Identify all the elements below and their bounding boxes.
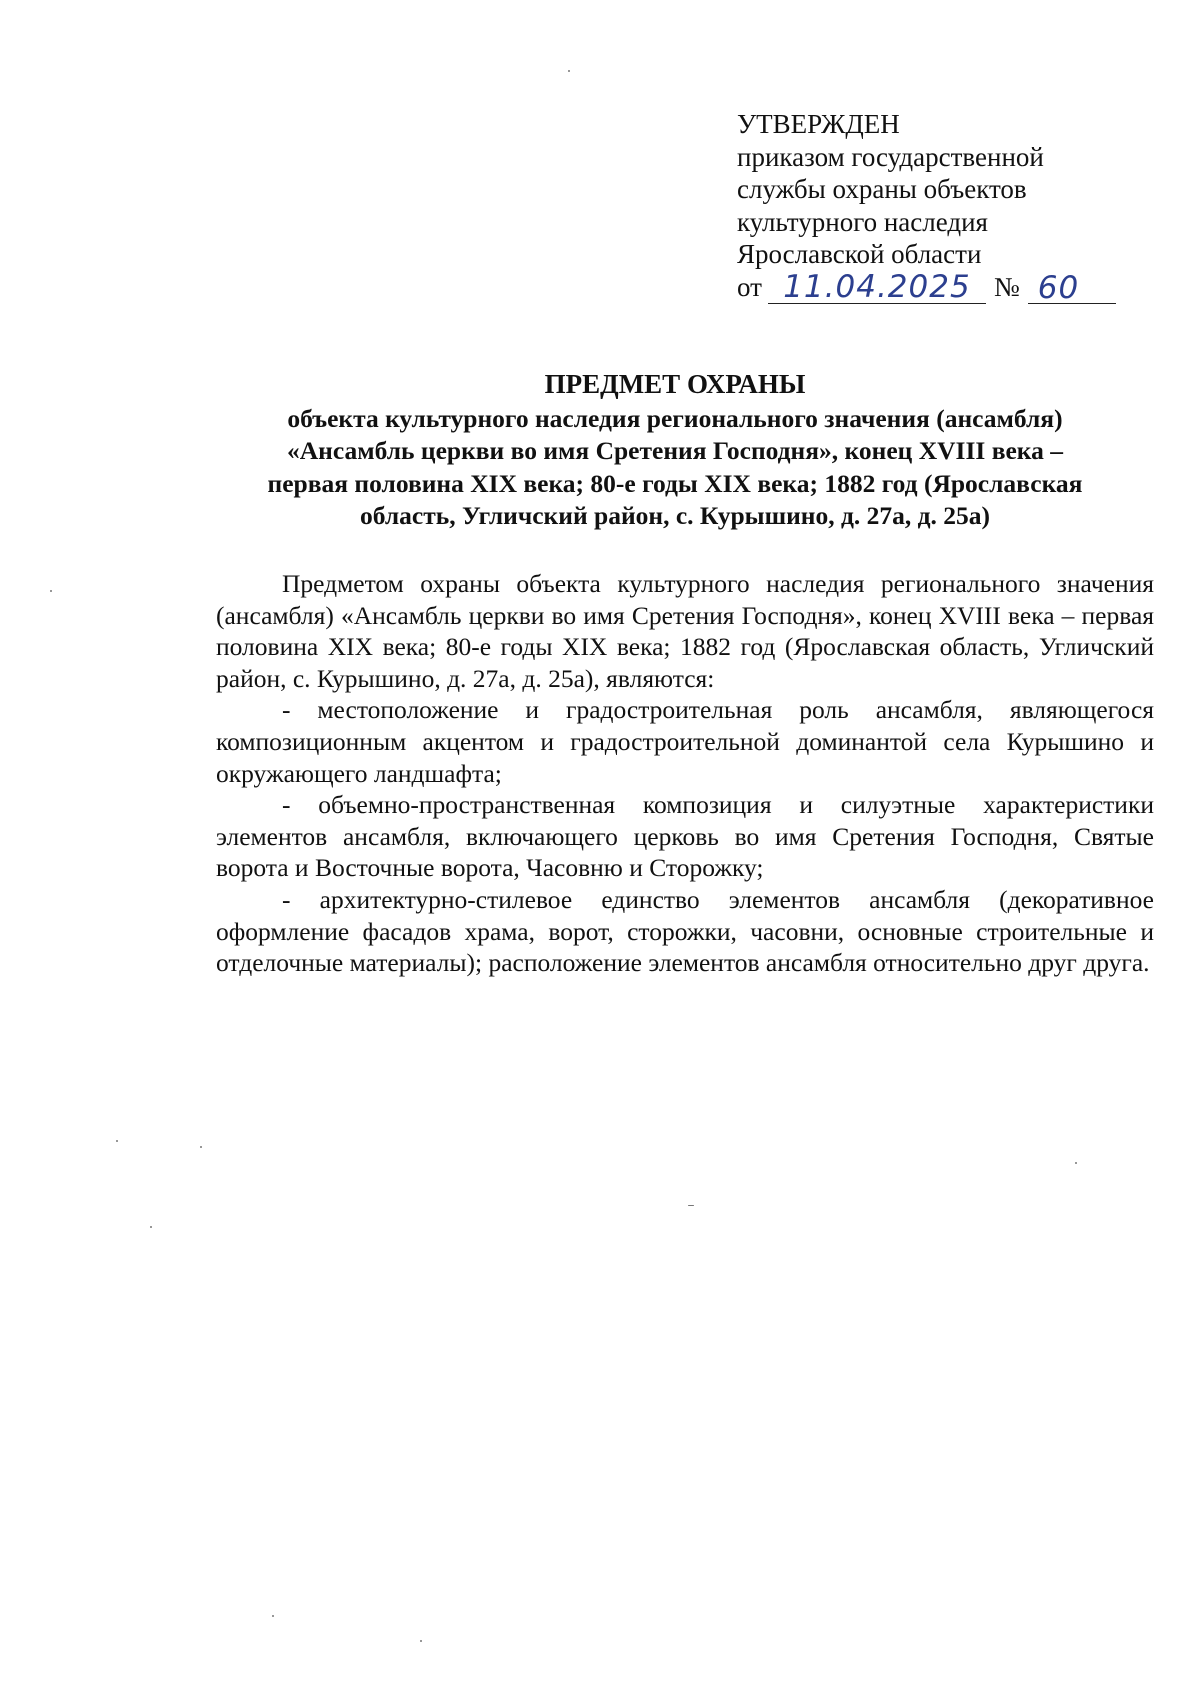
scan-speck bbox=[200, 1146, 202, 1148]
handwritten-date: 11.04.2025 bbox=[768, 273, 986, 304]
handwritten-number: 60 bbox=[1028, 274, 1116, 304]
list-item: - местоположение и градостроительная роль ансамбля, являющегося композиционным акцентом и градостроительной доминантой села Курышино и окружающего ландшафта; bbox=[216, 695, 1154, 788]
list-item: - объемно-пространственная композиция и силуэтные характеристики элементов ансамбля, включающего церковь во имя Сретения Господня, Святые ворота и Восточные ворота, Часовню и Сторожку; bbox=[216, 790, 1154, 883]
approval-stamp-block bbox=[737, 108, 1157, 304]
scan-speck bbox=[688, 1205, 694, 1206]
approval-line-1: приказом государственной bbox=[737, 141, 1044, 172]
document-title: ПРЕДМЕТ ОХРАНЫ bbox=[544, 369, 806, 399]
document-title-block bbox=[150, 368, 1200, 533]
approval-date-line bbox=[737, 268, 1157, 306]
scan-speck bbox=[50, 590, 52, 592]
title-line-4: область, Угличский район, с. Курышино, д. 27а, д. 25а) bbox=[359, 501, 991, 530]
approval-line-3: культурного наследия bbox=[737, 206, 988, 237]
title-line-2: «Ансамбль церкви во имя Сретения Господня», конец XVIII века – bbox=[287, 436, 1063, 465]
scan-speck bbox=[568, 70, 570, 72]
intro-paragraph: Предметом охраны объекта культурного наследия регионального значения (ансамбля) «Ансамбль церкви во имя Сретения Господня», конец XVIII века – первая половина XIX века; 80-е годы XIX века; 1882 год (Ярославская область, Угличский район, с. Курышино, д. 27а, д. 25а), являются: bbox=[216, 569, 1154, 693]
number-sign: № bbox=[993, 271, 1020, 302]
scan-speck bbox=[116, 1140, 118, 1142]
scan-speck bbox=[150, 1226, 152, 1228]
title-line-3: первая половина XIX века; 80-е годы XIX века; 1882 год (Ярославская bbox=[267, 468, 1083, 498]
scan-speck bbox=[1075, 1162, 1077, 1164]
list-item: - архитектурно-стилевое единство элементов ансамбля (декоративное оформление фасадов храма, ворот, сторожки, часовни, основные строительные и отделочные материалы); расположение элементов ансамбля относительно друг друга. bbox=[216, 884, 1154, 978]
approval-line-2: службы охраны объектов bbox=[737, 174, 1027, 205]
approval-line-4: Ярославской области bbox=[737, 239, 982, 270]
approval-heading: УТВЕРЖДЕН bbox=[737, 109, 900, 139]
document-body bbox=[216, 568, 1154, 979]
scan-speck bbox=[420, 1640, 422, 1642]
date-prefix: от bbox=[737, 271, 762, 302]
title-line-1: объекта культурного наследия регионального значения (ансамбля) bbox=[287, 403, 1063, 433]
scan-speck bbox=[272, 1615, 274, 1617]
